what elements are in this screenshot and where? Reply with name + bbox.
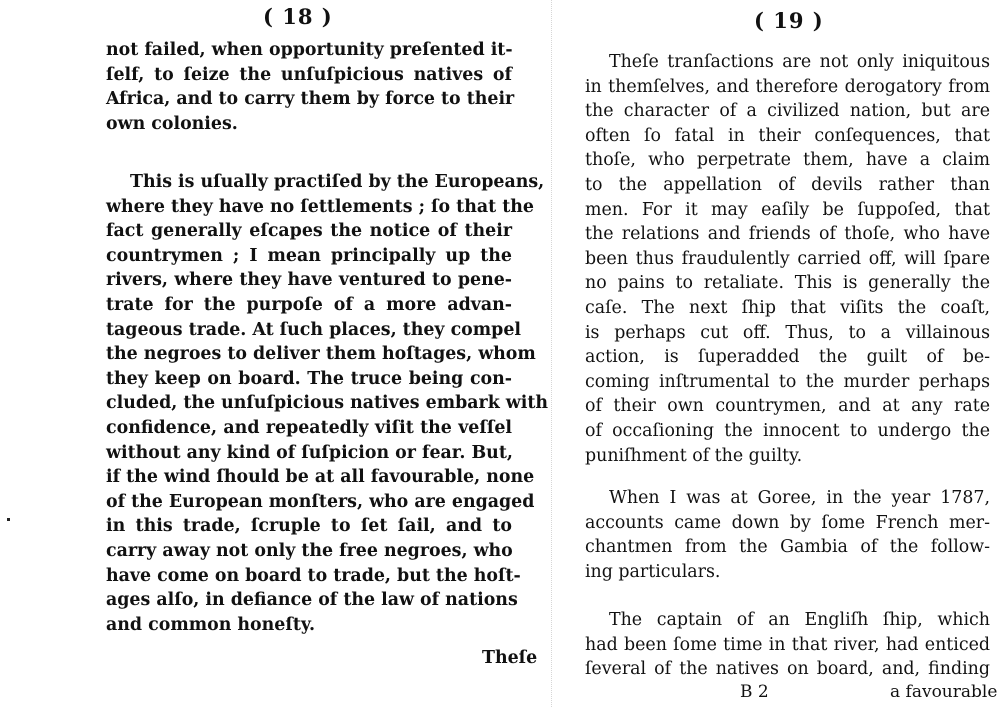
text-line: the character of a civilized nation, but are — [585, 101, 990, 122]
text-line: not failed, when opportunity preſented it- — [106, 40, 513, 60]
text-line: of the European monſters, who are engaged — [106, 491, 535, 512]
text-line: cluded, the unſuſpicious natives embark with — [106, 393, 549, 414]
text-line: chantmen from the Gambia of the follow- — [585, 537, 990, 558]
text-line: they keep on board. The truce being con- — [106, 368, 512, 389]
paragraph — [585, 50, 990, 468]
text-line: the relations and friends of thoſe, who have — [585, 224, 990, 245]
text-line: This is uſually practiſed by the Europeans, — [130, 172, 545, 192]
page-number: ( 19 ) — [754, 8, 824, 33]
text-line: where they have no ſettlements ; ſo that the — [106, 196, 534, 217]
text-line: of their own countrymen, and at any rate — [585, 396, 990, 417]
text-line: coming inſtrumental to the murder perhaps — [585, 371, 990, 392]
text-line: tageous trade. At ſuch places, they compel — [106, 319, 522, 340]
text-line: no pains to retaliate. This is generally the — [585, 273, 990, 294]
text-line: the negroes to deliver them hoſtages, whom — [106, 344, 536, 365]
text-line: is perhaps cut off. Thus, to a villainous — [585, 322, 990, 343]
text-line: own colonies. — [106, 113, 238, 134]
catchword: Theſe — [482, 648, 538, 668]
text-line: and common honeſty. — [106, 614, 316, 635]
book-gutter — [551, 0, 553, 707]
text-line: in this trade, ſcruple to ſet ſail, and to — [106, 516, 512, 537]
text-line: confidence, and repeatedly viſit the veſſel — [106, 417, 512, 438]
page-number: ( 18 ) — [263, 4, 333, 29]
text-line: trate for the purpoſe of a more advan- — [106, 294, 512, 315]
paragraph — [106, 170, 549, 637]
text-line: thoſe, who perpetrate them, have a claim — [585, 150, 990, 171]
text-line: ſelf, to ſeize the unſuſpicious natives of — [106, 64, 512, 85]
text-line: caſe. The next ſhip that viſits the coaſt, — [585, 297, 990, 318]
text-line: action, is ſuperadded the guilt of be- — [585, 347, 990, 368]
text-line: When I was at Goree, in the year 1787, — [609, 488, 990, 508]
text-line: often ſo fatal in their conſequences, that — [585, 125, 990, 146]
signature-mark: B 2 — [740, 682, 769, 702]
text-line: rivers, where they have ventured to pene- — [106, 270, 512, 291]
text-line: countrymen ; I mean principally up the — [106, 245, 512, 266]
text-line: ſeveral of the natives on board, and, finding — [585, 659, 990, 680]
right-page — [560, 0, 1000, 707]
text-line: carry away not only the free negroes, who — [106, 540, 513, 561]
paragraph — [106, 38, 515, 136]
text-line: without any kind of ſuſpicion or fear. But, — [106, 442, 513, 463]
text-line: Africa, and to carry them by force to their — [106, 89, 515, 110]
catchword: a favourable — [890, 682, 998, 702]
text-line: if the wind ſhould be at all favourable, none — [106, 467, 535, 488]
text-line: had been ſome time in that river, had enticed — [585, 634, 990, 655]
text-line: of occaſioning the innocent to undergo the — [585, 420, 990, 441]
paragraph — [585, 608, 990, 682]
text-line: ing particulars. — [585, 561, 721, 582]
text-line: been thus fraudulently carried off, will ſpare — [585, 248, 990, 269]
text-line: puniſhment of the guilty. — [585, 445, 803, 466]
text-line: accounts came down by ſome French mer- — [585, 512, 990, 533]
text-line: in themſelves, and therefore derogatory from — [585, 76, 990, 97]
text-line: fact generally eſcapes the notice of their — [106, 221, 512, 242]
text-line: men. For it may eaſily be ſuppoſed, that — [585, 199, 990, 220]
text-line: The captain of an Engliſh ſhip, which — [609, 610, 990, 630]
paragraph — [585, 486, 990, 584]
text-line: ages alſo, in defiance of the law of nations — [106, 590, 518, 611]
text-line: to the appellation of devils rather than — [585, 174, 990, 195]
text-line: Theſe tranſactions are not only iniquitous — [609, 52, 990, 72]
text-line: have come on board to trade, but the hoſt- — [106, 565, 521, 586]
